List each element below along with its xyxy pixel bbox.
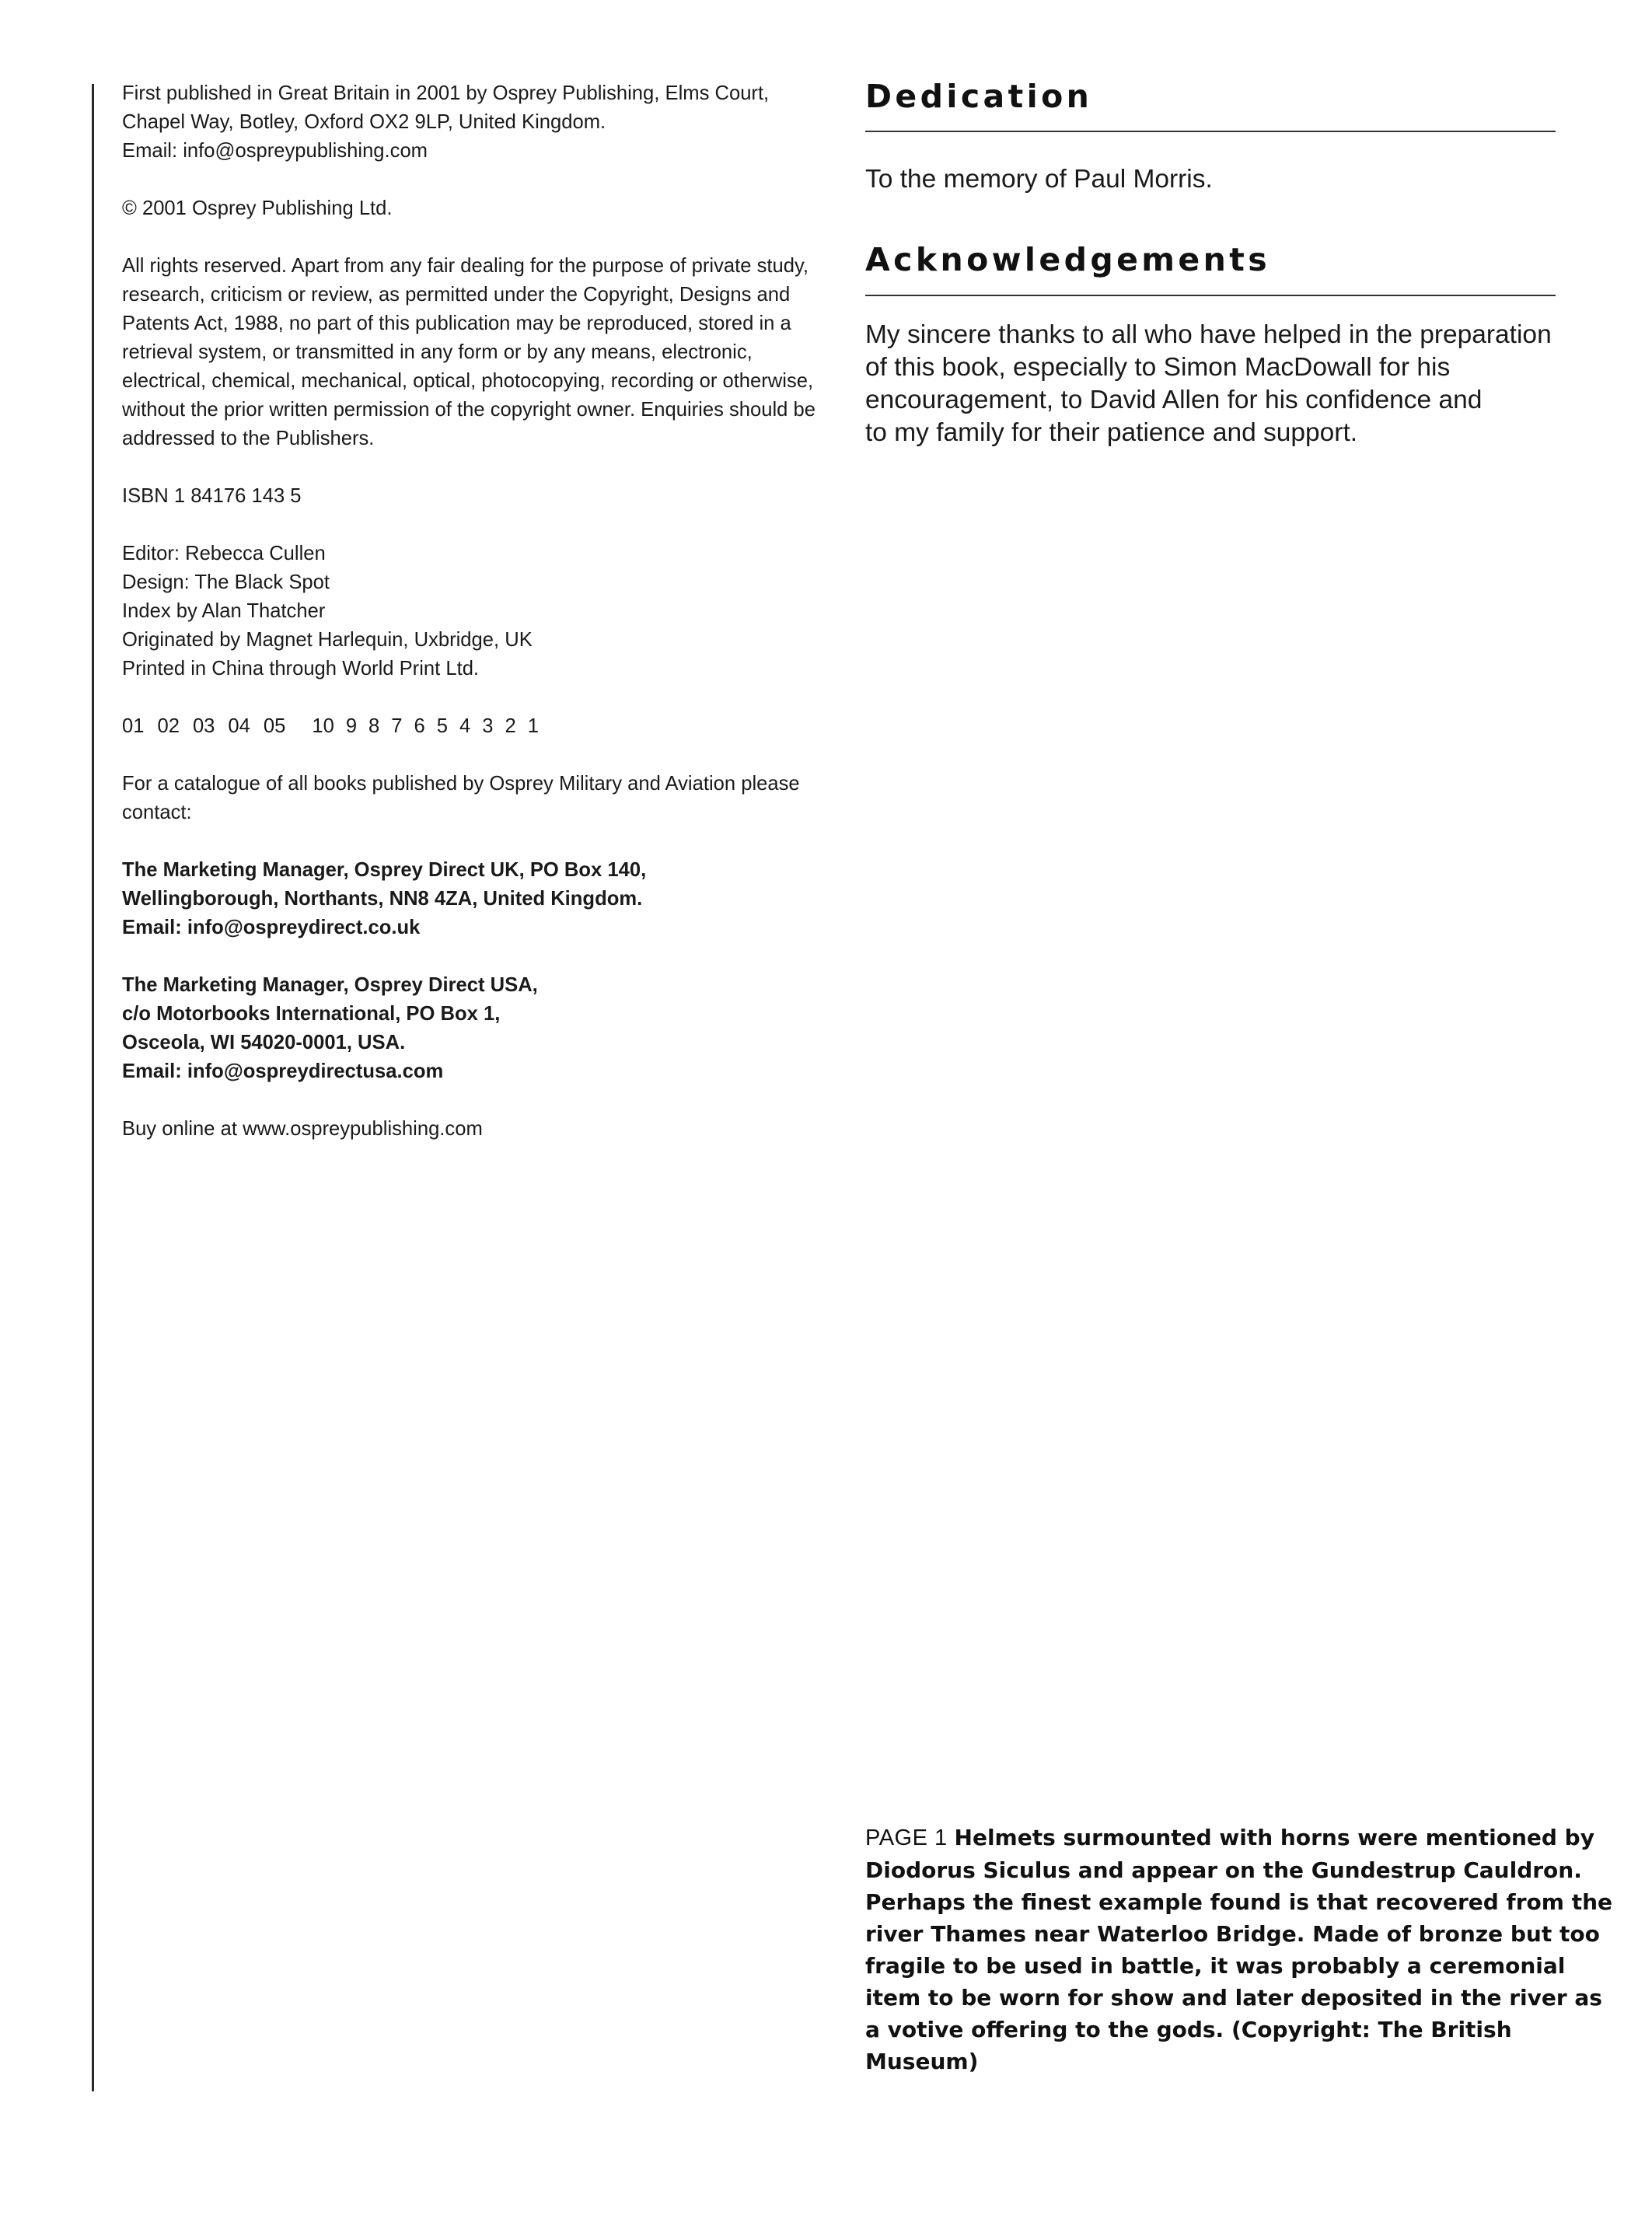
address-line: Email: info@ospreydirect.co.uk [122,917,421,938]
print-year: 01 [122,715,145,737]
address-line: Wellingborough, Northants, NN8 4ZA, United Kingdom. [122,888,643,910]
print-number: 4 [459,715,471,737]
acknowledgements-rule [865,295,1556,296]
credit-line: Printed in China through World Print Ltd. [122,658,480,680]
print-year: 05 [263,715,286,737]
margin-rule [92,84,94,2091]
print-number: 10 [312,715,334,737]
print-number: 7 [391,715,403,737]
uk-address [122,856,826,942]
usa-address [122,971,826,1086]
print-number: 6 [414,715,425,737]
acknowledgements-line: to my family for their patience and support. [865,418,1358,447]
print-number: 3 [482,715,494,737]
caption-line: Helmets surmounted with horns were mentioned by [954,1825,1594,1850]
caption-line: item to be worn for show and later deposited in the river as [865,1985,1602,2011]
publication-line: First published in Great Britain in 2001 by Osprey Publishing, Elms Court, [122,82,770,104]
caption-line: river Thames near Waterloo Bridge. Made of bronze but too [865,1921,1600,1947]
publication-line: Email: info@ospreypublishing.com [122,140,428,162]
acknowledgements-line: of this book, especially to Simon MacDowall for his [865,353,1451,382]
print-number: 8 [368,715,380,737]
address-line: Email: info@ospreydirectusa.com [122,1060,444,1082]
print-year: 04 [228,715,250,737]
catalogue-line: contact: [122,802,192,823]
print-number: 1 [527,715,539,737]
copyright-notice: © 2001 Osprey Publishing Ltd. [122,197,393,219]
publication-line: Chapel Way, Botley, Oxford OX2 9LP, United Kingdom. [122,111,606,133]
print-number: 5 [436,715,448,737]
buy-online: Buy online at www.ospreypublishing.com [122,1118,483,1140]
address-line: c/o Motorbooks International, PO Box 1, [122,1003,501,1025]
acknowledgements-line: encouragement, to David Allen for his confidence and [865,386,1483,414]
caption-lead: PAGE 1 [865,1825,948,1850]
rights-notice [122,252,826,453]
acknowledgements-heading: Acknowledgements [865,241,1271,278]
catalogue-line: For a catalogue of all books published by Osprey Military and Aviation please [122,773,800,795]
print-year: 03 [192,715,215,737]
rights-line: Patents Act, 1988, no part of this publication may be reproduced, stored in a [122,313,791,334]
caption-line: Museum) [865,2049,979,2074]
dedication-text: To the memory of Paul Morris. [865,165,1213,194]
rights-line: electrical, chemical, mechanical, optical, photocopying, recording or otherwise, [122,370,814,392]
print-number: 9 [345,715,358,737]
credit-line: Index by Alan Thatcher [122,600,326,622]
caption-line: Perhaps the finest example found is that recovered from the [865,1889,1612,1915]
credits [122,540,826,683]
colophon [122,79,826,1172]
rights-line: All rights reserved. Apart from any fair dealing for the purpose of private study, [122,255,809,277]
print-number: 2 [505,715,516,737]
credit-line: Design: The Black Spot [122,571,330,593]
address-line: Osceola, WI 54020-0001, USA. [122,1032,406,1053]
printing-line [122,712,826,741]
rights-line: research, criticism or review, as permitted under the Copyright, Designs and [122,284,791,306]
address-line: The Marketing Manager, Osprey Direct USA, [122,974,538,996]
caption-line: a votive offering to the gods. (Copyright: The British [865,2017,1512,2042]
credit-line: Editor: Rebecca Cullen [122,543,326,564]
acknowledgements-text [865,319,1565,449]
rights-line: retrieval system, or transmitted in any form or by any means, electronic, [122,341,753,363]
caption-line: Diodorus Siculus and appear on the Gundestrup Cauldron. [865,1857,1582,1883]
dedication-rule [865,131,1556,132]
acknowledgements-line: My sincere thanks to all who have helped in the preparation [865,320,1552,349]
page-1-caption [865,1822,1612,2077]
publication-notice [122,79,826,166]
isbn: ISBN 1 84176 143 5 [122,485,302,507]
rights-line: without the prior written permission of the copyright owner. Enquiries should be [122,399,816,421]
rights-line: addressed to the Publishers. [122,428,375,449]
catalogue-notice [122,770,826,827]
address-line: The Marketing Manager, Osprey Direct UK, PO Box 140, [122,859,647,881]
dedication-heading: Dedication [865,78,1093,115]
print-year: 02 [157,715,180,737]
caption-line: fragile to be used in battle, it was probably a ceremonial [865,1953,1566,1979]
credit-line: Originated by Magnet Harlequin, Uxbridge, UK [122,629,533,651]
